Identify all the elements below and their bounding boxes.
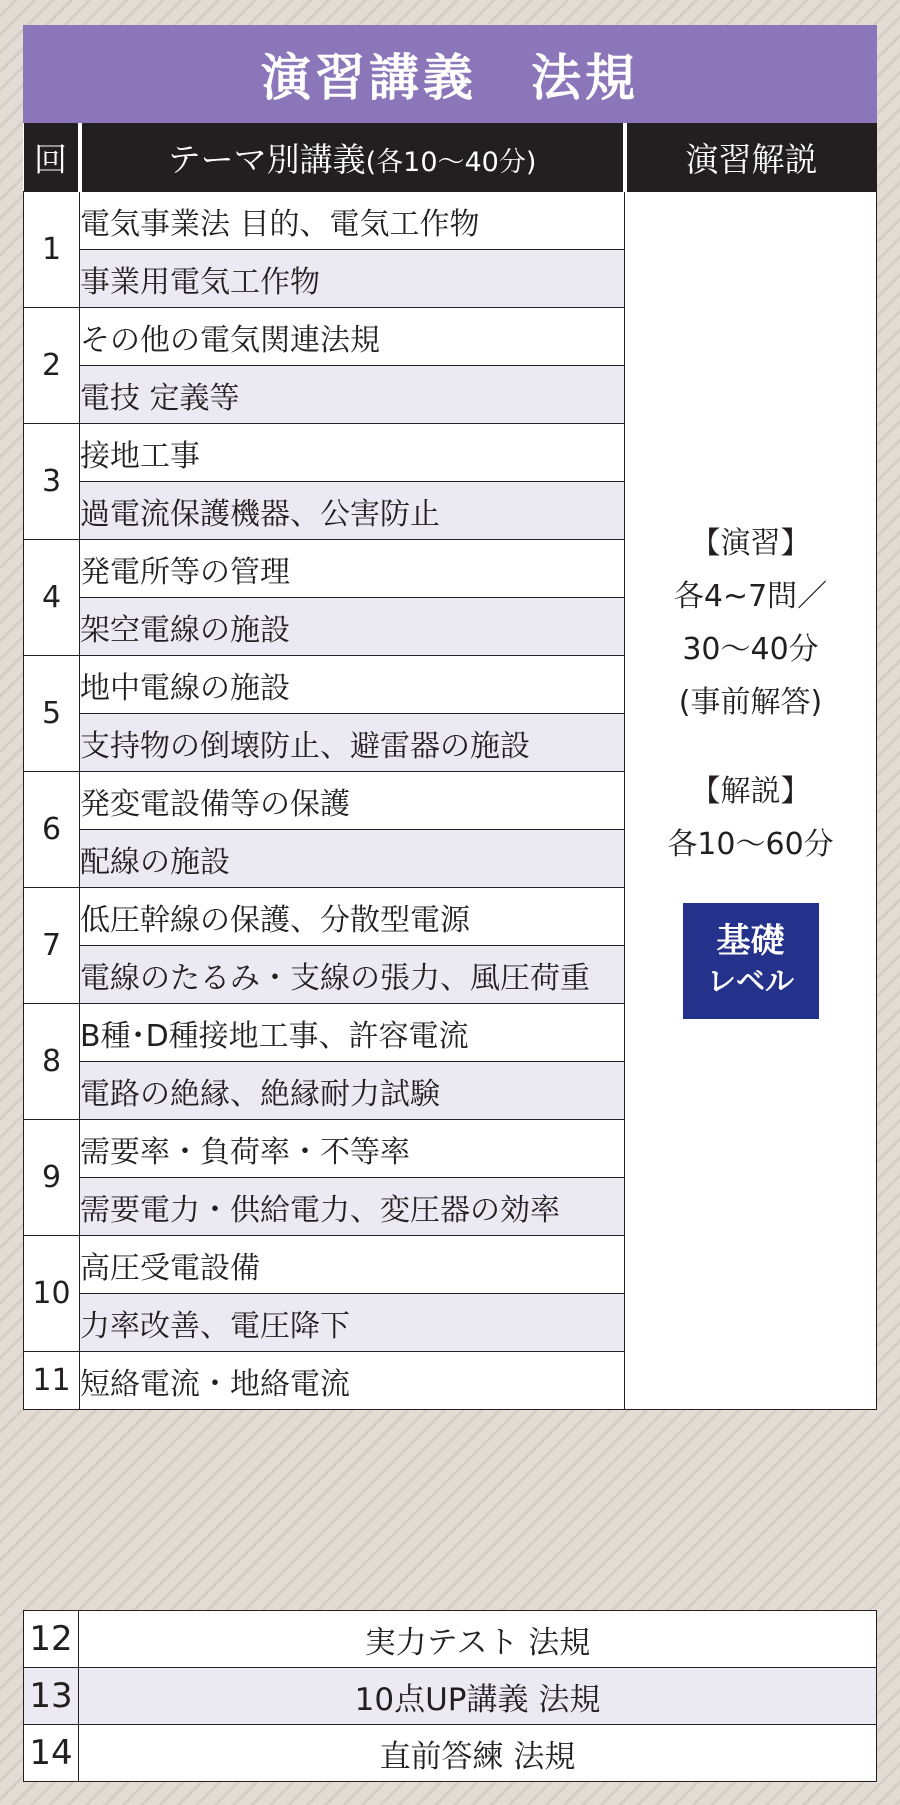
explanation-label: 【解説】	[690, 774, 811, 809]
lesson-topic: 電技 定義等	[80, 366, 625, 424]
header-number: 回	[24, 123, 80, 192]
lesson-number: 2	[24, 308, 80, 424]
lesson-topic: 短絡電流・地絡電流	[80, 1352, 625, 1410]
session-number: 13	[24, 1668, 79, 1725]
session-label: 10点UP講義 法規	[79, 1668, 877, 1725]
lesson-topic: 力率改善、電圧降下	[80, 1294, 625, 1352]
lesson-topic: 発変電設備等の保護	[80, 772, 625, 830]
explanation-duration: 各10～60分	[667, 827, 834, 862]
header-topic-sub: (各10～40分)	[365, 146, 537, 178]
lesson-number: 9	[24, 1120, 80, 1236]
lesson-topic: 高圧受電設備	[80, 1236, 625, 1294]
table-header-row	[24, 123, 877, 192]
session-label: 直前答練 法規	[79, 1725, 877, 1782]
lesson-topic: 地中電線の施設	[80, 656, 625, 714]
exercise-label: 【演習】	[690, 526, 811, 561]
lesson-topic: 事業用電気工作物	[80, 250, 625, 308]
exercise-duration: 30～40分	[682, 632, 819, 667]
lesson-topic: 電気事業法 目的、電気工作物	[80, 192, 625, 250]
lesson-topic: 電路の絶縁、絶縁耐力試験	[80, 1062, 625, 1120]
lesson-number: 6	[24, 772, 80, 888]
lesson-topic: 過電流保護機器、公害防止	[80, 482, 625, 540]
lesson-number: 11	[24, 1352, 80, 1410]
session-number: 12	[24, 1611, 79, 1668]
table-row	[24, 1725, 877, 1782]
lesson-number: 8	[24, 1004, 80, 1120]
exercise-description-cell	[625, 192, 877, 1410]
exercise-note: (事前解答)	[678, 685, 823, 720]
lesson-topic: 接地工事	[80, 424, 625, 482]
level-badge-line1: 基礎	[716, 921, 785, 961]
lesson-number: 3	[24, 424, 80, 540]
lesson-number: 10	[24, 1236, 80, 1352]
lesson-topic: その他の電気関連法規	[80, 308, 625, 366]
lesson-topic: 需要電力・供給電力、変圧器の効率	[80, 1178, 625, 1236]
lesson-topic: 低圧幹線の保護、分散型電源	[80, 888, 625, 946]
table-row	[24, 1611, 877, 1668]
level-badge	[683, 903, 819, 1019]
header-topic-main: テーマ別講義	[167, 139, 366, 179]
extra-sessions-table	[23, 1610, 877, 1782]
session-number: 14	[24, 1725, 79, 1782]
session-label: 実力テスト 法規	[79, 1611, 877, 1668]
lesson-number: 5	[24, 656, 80, 772]
lesson-number: 7	[24, 888, 80, 1004]
exercise-questions: 各4~7問／	[673, 579, 828, 614]
lesson-topic: 需要率・負荷率・不等率	[80, 1120, 625, 1178]
lesson-topic: 架空電線の施設	[80, 598, 625, 656]
lesson-number: 4	[24, 540, 80, 656]
header-topic	[80, 123, 625, 192]
lesson-topic: 配線の施設	[80, 830, 625, 888]
lecture-schedule-table	[23, 123, 877, 1410]
lesson-topic: 発電所等の管理	[80, 540, 625, 598]
table-row	[24, 192, 877, 250]
lesson-number: 1	[24, 192, 80, 308]
table-row	[24, 1668, 877, 1725]
lesson-topic: B種･D種接地工事、許容電流	[80, 1004, 625, 1062]
lesson-topic: 支持物の倒壊防止、避雷器の施設	[80, 714, 625, 772]
page-title: 演習講義 法規	[23, 25, 877, 123]
lesson-topic: 電線のたるみ・支線の張力、風圧荷重	[80, 946, 625, 1004]
header-exercise: 演習解説	[625, 123, 877, 192]
level-badge-line2: レベル	[706, 964, 794, 998]
